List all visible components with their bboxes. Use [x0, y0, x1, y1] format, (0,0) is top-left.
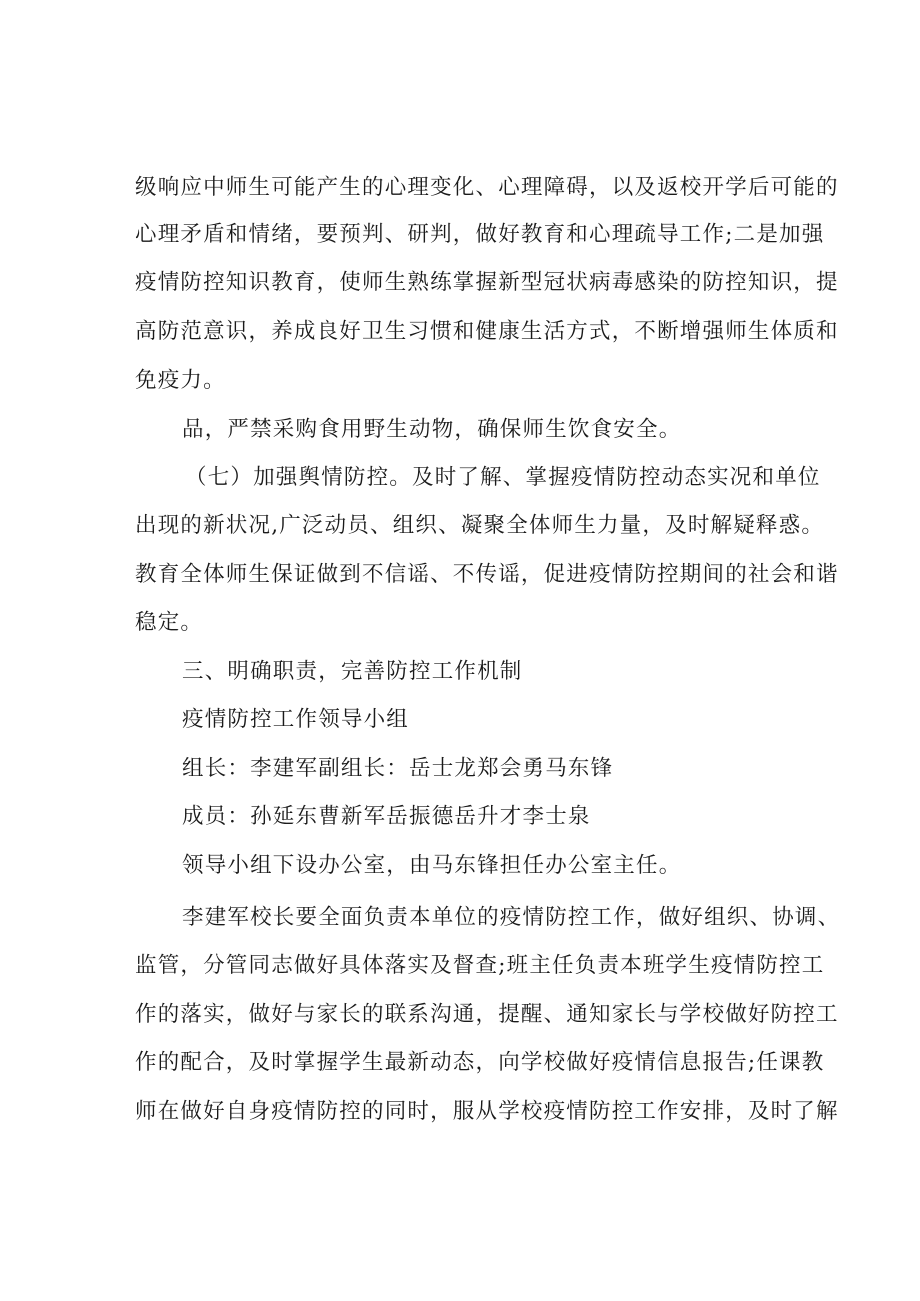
- paragraph-line: 李建军校长要全面负责本单位的疫情防控工作，做好组织、协调、: [182, 905, 841, 930]
- paragraph-line: 级响应中师生可能产生的心理变化、心理障碍，以及返校开学后可能的: [135, 175, 839, 200]
- paragraph-line: 稳定。: [135, 610, 204, 635]
- section-three-heading: 三、明确职责，完善防控工作机制: [182, 659, 523, 684]
- section-seven-heading-line: （七）加强舆情防控。及时了解、掌握疫情防控动态实况和单位: [185, 465, 821, 490]
- paragraph-line: 品，严禁采购食用野生动物，确保师生饮食安全。: [182, 417, 682, 442]
- group-leaders-line: 组长：李建军副组长：岳士龙郑会勇马东锋: [182, 756, 614, 781]
- paragraph-line: 疫情防控知识教育，使师生熟练掌握新型冠状病毒感染的防控知识，提: [135, 270, 839, 295]
- paragraph-line: 监管，分管同志做好具体落实及督查;班主任负责本班学生疫情防控工: [135, 953, 825, 978]
- paragraph-line: 免疫力。: [135, 368, 226, 393]
- leadership-group-title: 疫情防控工作领导小组: [182, 707, 410, 732]
- paragraph-line: 出现的新状况,广泛动员、组织、凝聚全体师生力量，及时解疑释惑。: [135, 513, 825, 538]
- paragraph-line: 教育全体师生保证做到不信谣、不传谣，促进疫情防控期间的社会和谐: [135, 562, 839, 587]
- paragraph-line: 作的配合，及时掌握学生最新动态，向学校做好疫情信息报告;任课教: [135, 1050, 825, 1075]
- paragraph-line: 高防范意识，养成良好卫生习惯和健康生活方式，不断增强师生体质和: [135, 319, 839, 344]
- paragraph-line: 作的落实，做好与家长的联系沟通，提醒、通知家长与学校做好防控工: [135, 1002, 839, 1027]
- group-members-line: 成员：孙延东曹新军岳振德岳升才李士泉: [182, 804, 591, 829]
- paragraph-line: 师在做好自身疫情防控的同时，服从学校疫情防控工作安排，及时了解: [135, 1099, 839, 1124]
- paragraph-line: 心理矛盾和情绪，要预判、研判，做好教育和心理疏导工作;二是加强: [135, 222, 825, 247]
- office-note-line: 领导小组下设办公室，由马东锋担任办公室主任。: [182, 853, 682, 878]
